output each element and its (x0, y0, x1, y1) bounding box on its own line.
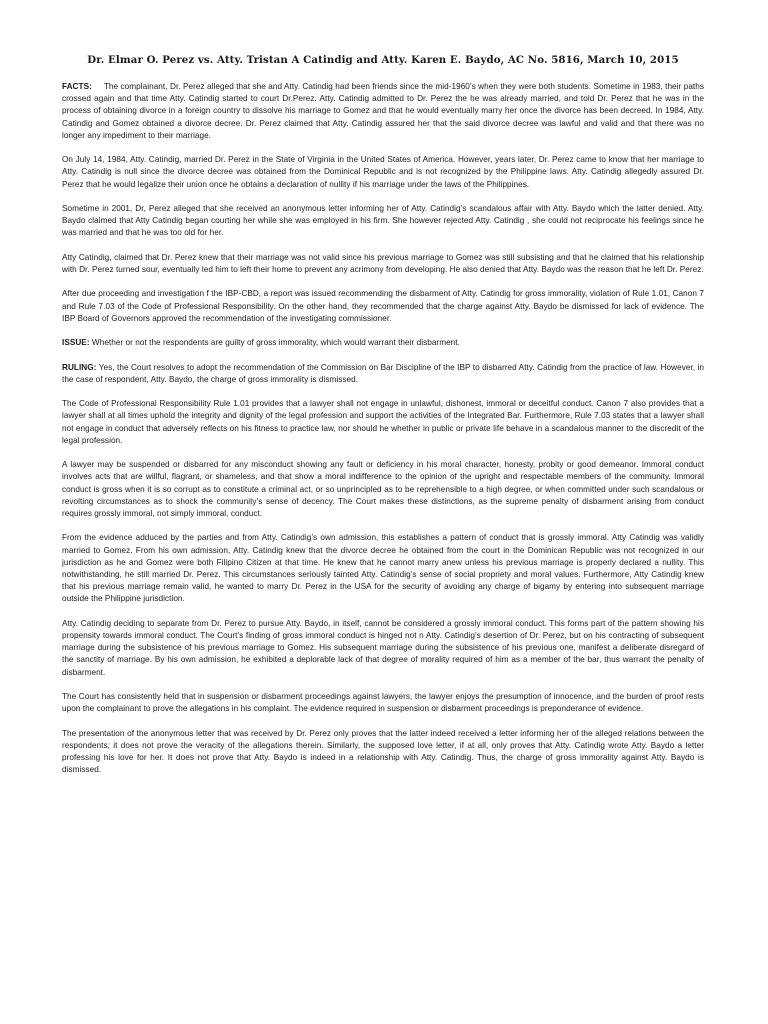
issue-text: Whether or not the respondents are guilty of gross immorality, which would warrant their disbarment. (89, 338, 460, 348)
paragraph-catindig-claim: Atty Catindig, claimed that Dr. Perez knew that their marriage was not valid since his previous marriage to Gomez was still subsisting and that he claimed that his relationship with Dr. Perez turned sour, eventually led him to left their home to prevent any acrimony from developing. He also denied that Atty. Baydo was the reason that he left Dr. Perez. (62, 252, 704, 274)
facts-text: The complainant, Dr. Perez alleged that she and Atty. Catindig had been friends since the mid-1960’s when they were both students. Sometime in 1983, their paths crossed again and that time Atty. Catindig started to court Dr.Perez. Atty. Catindig admitted to Dr. Perez the he was already married, and told Dr. Perez that he was in the process of obtaining divorce in a foreign country to dissolve his marriage to Gomez and that he would eventually marry her once the divorce has been decreed. In 1984, Atty. Catindig and Gomez obtained a divorce decree. Dr. Perez claimed that Atty. Catindig assured her that the said divorce decree was lawful and valid and that there was no longer any impediment to their marriage. (62, 82, 704, 140)
issue-paragraph (62, 337, 704, 349)
paragraph-evidence: From the evidence adduced by the parties and from Atty. Catindig’s own admission, this establishes a pattern of conduct that is grossly immoral. Atty Catindig was validly married to Gomez. From his own admission, Atty. Catindig knew that the divorce decree he obtained from the court in the Dominican Republic was not recognized in our jurisdiction as he and Gomez were both Filipino Citizen at that time. He knew that he cannot marry anew unless his previous marriage is properly declared a nullity. This notwithstanding, he still married Dr. Perez. This circumstances seriously tainted Atty. Catindig’s sense of social propriety and moral values. Furthermore, Atty Catindig knew that his previous marriage remain valid, he wanted to marry Dr. Perez in the USA for the security of avoiding any charge of bigamy by entering into subsequent marriage outside the Philippine jurisdiction. (62, 533, 704, 604)
paragraph-anonymous-letter: Sometime in 2001, Dr, Perez alleged that she received an anonymous letter informing her of Atty. Catindig’s scandalous affair with Atty. Baydo which the latter denied. Atty. Baydo claimed that Atty Catindig began courting her while she was employed in his firm. She however rejected Atty. Catindig , she could not reciprocate his feelings since he was married and that he was too old for her. (62, 204, 704, 238)
facts-paragraph (62, 81, 704, 142)
paragraph-immoral-conduct: A lawyer may be suspended or disbarred for any misconduct showing any fault or deficiency in his moral character, honesty, probity or good demeanor. Immoral conduct involves acts that are willful, flagrant, or shameless, and that show a moral indifference to the opinion of the upright and respectable members of the community. Immoral conduct is gross when it is so corrupt as to constitute a criminal act, or so unprincipled as to be reprehensible to a high degree, or when committed under such scandalous or revolting circumstances as to shock the community’s sense of decency. The Court makes these distinctions, as the supreme penalty of disbarment arising from conduct requires grossly immoral, not simply immoral, conduct. (62, 460, 704, 518)
ruling-text: Yes, the Court resolves to adopt the recommendation of the Commission on Bar Discipline of the IBP to disbarred Atty. Catindig from the practice of law. However, in the case of respondent, Atty. Baydo, the charge of gross immorality is dismissed. (62, 362, 704, 384)
document-title: Dr. Elmar O. Perez vs. Atty. Tristan A Catindig and Atty. Karen E. Baydo, AC No. 5816, March 10, 2015 (87, 54, 679, 66)
paragraph-marriage: On July 14, 1984, Atty. Catindig, married Dr. Perez in the State of Virginia in the United States of America. However, years later, Dr. Perez came to know that her marriage to Atty. Catindig is null since the divorce decree was obtained from the Dominical Republic and is not recognized by the Philippine laws. Atty. Catindig allegedly assured Dr. Perez that he would legalize their union once he obtains a declaration of nullity if his marriage under the laws of the Philippines. (62, 155, 704, 189)
facts-label: FACTS: (62, 82, 92, 91)
paragraph-code-of-responsibility: The Code of Professional Responsibility Rule 1.01 provides that a lawyer shall not engage in unlawful, dishonest, immoral or deceitful conduct. Canon 7 also provides that a lawyer shall at all times uphold the integrity and dignity of the legal profession and support the activities of the Integrated Bar. Furthermore, Rule 7.03 states that a lawyer shall not engage in conduct that adversely reflects on his fitness to practice law, nor should he whether in public or private life behave in a scandalous manner to the discredit of the legal profession. (62, 399, 704, 445)
document-page (62, 54, 704, 789)
ruling-paragraph (62, 362, 704, 386)
ruling-label: RULING: (62, 362, 97, 372)
paragraph-anonymous-letter-conclusion: The presentation of the anonymous letter that was received by Dr. Perez only proves that the latter indeed received a letter informing her of the alleged relations between the respondents; it does not prove the veracity of the allegations therein. Similarly, the supposed love letter, if at all, only proves that Atty. Catindig wrote Atty. Baydo a letter professing his love for her. It does not prove that Atty. Baydo is indeed in a relationship with Atty. Catindig. Thus, the charge of gross immorality against Atty. Baydo is dismissed. (62, 728, 704, 775)
paragraph-ibp-report: After due proceeding and investigation f the IBP-CBD, a report was issued recommending the disbarment of Atty. Catindig for gross immorality, violation of Rule 1.01, Canon 7 and Rule 7.03 of the Code of Professional Responsibility. On the other hand, they recommended that the charge against Atty. Baydo be dismissed for lack of evidence. The IBP Board of Governors approved the recommendation of the investigating commissioner. (62, 289, 704, 323)
paragraph-separation: Atty. Catindig deciding to separate from Dr. Perez to pursue Atty. Baydo, in itself, cannot be considered a grossly immoral conduct. This forms part of the pattern showing his propensity towards immoral conduct. The Court’s finding of gross immoral conduct is hinged not n Atty. Catindig’s desertion of Dr. Perez, but on his contracting of subsequent marriage during the subsistence of his previous marriage to Gomez. His subsequent marriage during the subsistence of his previous one, manifest a deliberate disregard of the sanctity of marriage. By his own admission, he exhibited a deplorable lack of that degree of morality required of him as a member of the bar, thus warrant the penalty of disbarment. (62, 618, 704, 677)
paragraph-presumption: The Court has consistently held that in suspension or disbarment proceedings against lawyers, the lawyer enjoys the presumption of innocence, and the burden of proof rests upon the complainant to prove the allegations in his complaint. The evidence required in suspension or disbarment proceedings is preponderance of evidence. (62, 691, 704, 714)
issue-label: ISSUE: (62, 338, 90, 348)
